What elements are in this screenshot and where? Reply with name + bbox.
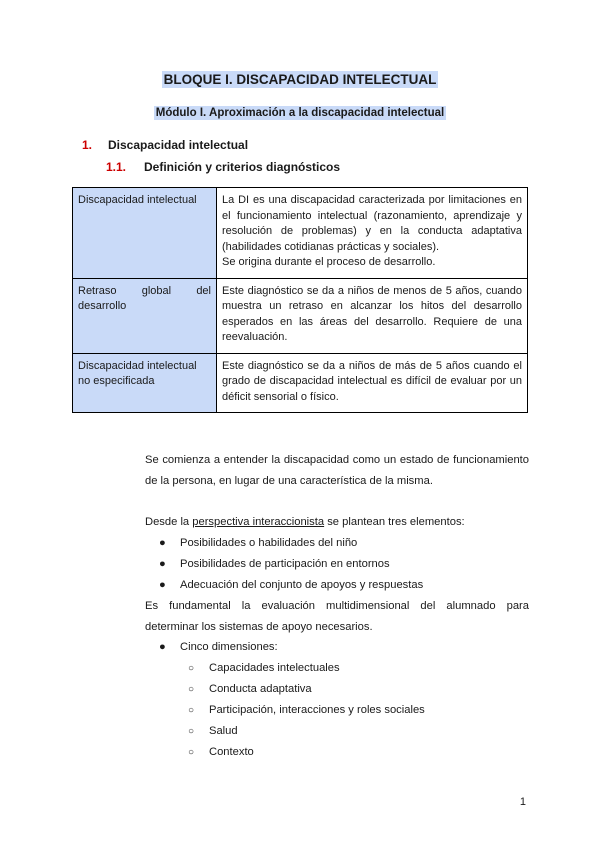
list-item: ● Cinco dimensiones: bbox=[145, 637, 278, 658]
table-term: Retraso global del desarrollo bbox=[73, 278, 217, 353]
table-row bbox=[73, 278, 528, 353]
hollow-bullet-icon: ○ bbox=[188, 747, 195, 758]
module-title: Módulo I. Aproximación a la discapacidad intelectual bbox=[155, 107, 445, 119]
section-title: Discapacidad intelectual bbox=[108, 138, 249, 152]
bullet-icon: ● bbox=[159, 537, 166, 549]
document-title: BLOQUE I. DISCAPACIDAD INTELECTUAL bbox=[163, 72, 437, 87]
list-item: ● Adecuación del conjunto de apoyos y respuestas bbox=[145, 575, 423, 596]
paragraph: Desde la perspectiva interaccionista se plantean tres elementos: bbox=[145, 516, 465, 528]
definitions-table bbox=[72, 187, 528, 413]
subsection-title: Definición y criterios diagnósticos bbox=[144, 160, 341, 174]
list-item: ● Posibilidades o habilidades del niño bbox=[145, 533, 423, 554]
bullet-icon: ● bbox=[159, 641, 166, 653]
table-description: La DI es una discapacidad caracterizada por limitaciones en el funcionamiento intelectual (razonamiento, aprendizaje y resolución de problemas) y en la conducta adaptativa (habilidades cotidianas prácticas y sociales). Se origina durante el proceso de desarrollo. bbox=[217, 188, 528, 279]
list-item: ○ Capacidades intelectuales bbox=[145, 658, 425, 679]
table-description: Este diagnóstico se da a niños de más de 5 años cuando el grado de discapacidad intelectual es difícil de evaluar por un déficit sensorial o físico. bbox=[217, 353, 528, 413]
bullet-icon: ● bbox=[159, 579, 166, 591]
section-number: 1. bbox=[82, 138, 93, 152]
sub-bullet-list bbox=[145, 658, 425, 763]
hollow-bullet-icon: ○ bbox=[188, 663, 195, 674]
bullet-list bbox=[145, 637, 278, 658]
bullet-icon: ● bbox=[159, 558, 166, 570]
hollow-bullet-icon: ○ bbox=[188, 726, 195, 737]
hollow-bullet-icon: ○ bbox=[188, 684, 195, 695]
table-description: Este diagnóstico se da a niños de menos de 5 años, cuando muestra un retraso en alcanzar los hitos del desarrollo esperados en las áreas del desarrollo. Requiere de una reevaluación. bbox=[217, 278, 528, 353]
list-item: ● Posibilidades de participación en entornos bbox=[145, 554, 423, 575]
list-item: ○ Contexto bbox=[145, 742, 425, 763]
list-item: ○ Participación, interacciones y roles sociales bbox=[145, 700, 425, 721]
list-item: ○ Salud bbox=[145, 721, 425, 742]
table-term: Discapacidad intelectual no especificada bbox=[73, 353, 217, 413]
paragraph: Se comienza a entender la discapacidad como un estado de funcionamiento de la persona, en lugar de una característica de la misma. bbox=[145, 454, 529, 487]
list-item: ○ Conducta adaptativa bbox=[145, 679, 425, 700]
hollow-bullet-icon: ○ bbox=[188, 705, 195, 716]
table-row bbox=[73, 353, 528, 413]
underlined-term: perspectiva interaccionista bbox=[192, 516, 325, 528]
subsection-number: 1.1. bbox=[106, 160, 127, 174]
bullet-list bbox=[145, 533, 423, 596]
paragraph: Es fundamental la evaluación multidimensional del alumnado para determinar los sistemas de apoyo necesarios. bbox=[145, 600, 529, 633]
section-heading bbox=[82, 138, 248, 152]
table-term: Discapacidad intelectual bbox=[73, 188, 217, 279]
table-row bbox=[73, 188, 528, 279]
subsection-heading bbox=[106, 160, 340, 174]
page-number: 1 bbox=[519, 796, 526, 808]
